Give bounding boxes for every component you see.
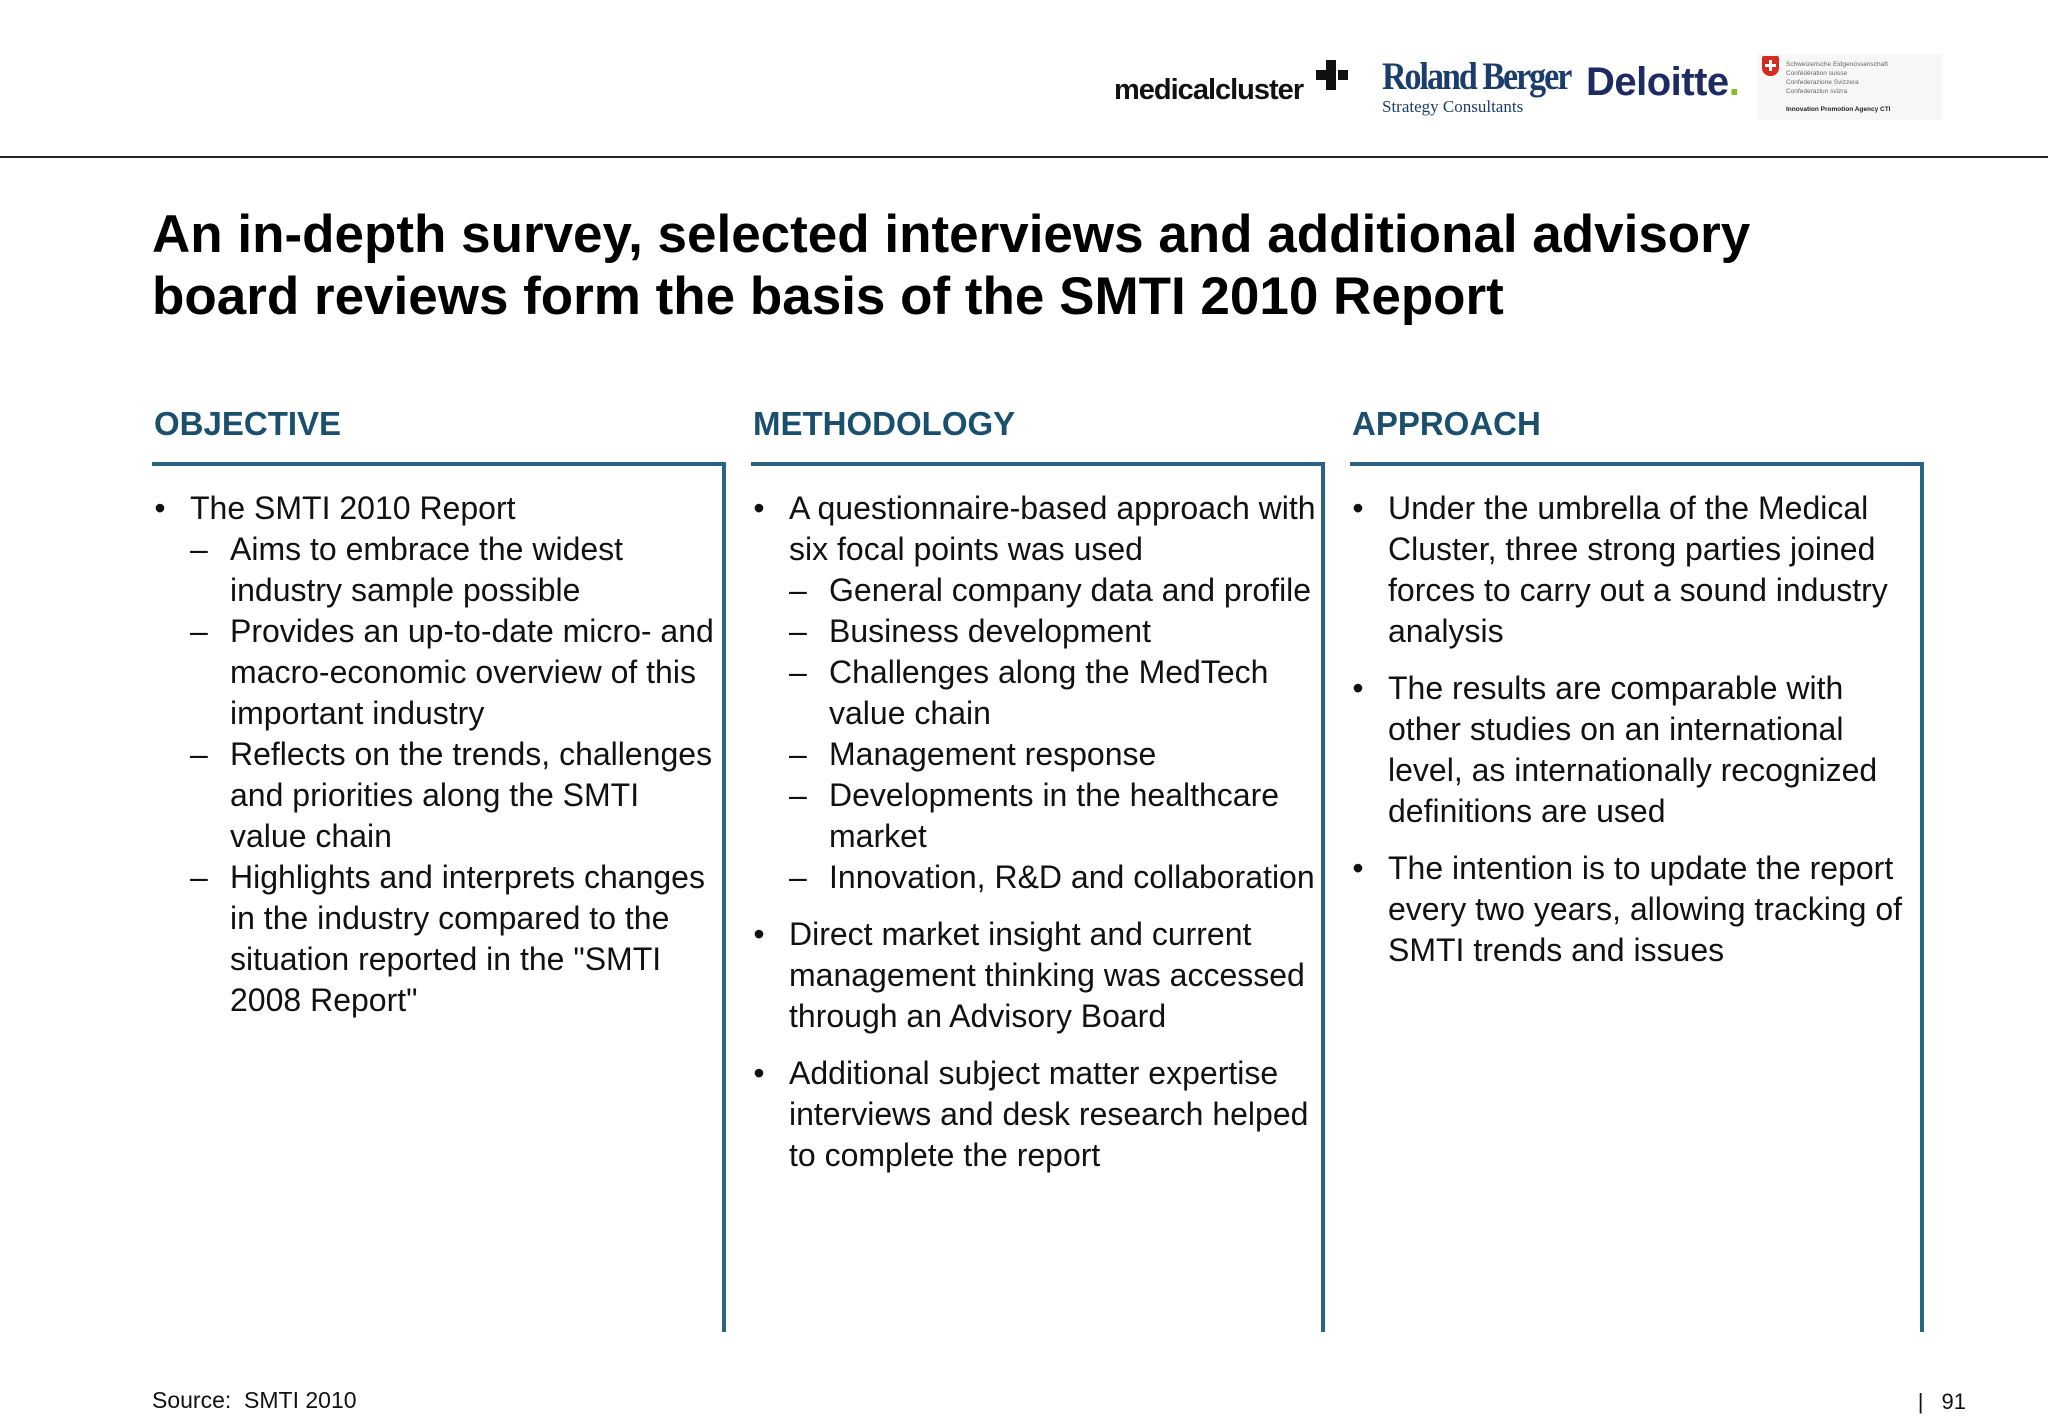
objective-heading: OBJECTIVE (154, 405, 342, 442)
sub-bullet-item (789, 734, 1321, 775)
bullet-text: Additional subject matter expertise interviews and desk research helped to complete the report (789, 1055, 1309, 1173)
bullet-icon: • (1352, 850, 1364, 886)
medical-cluster-logo: medicalcluster (1114, 74, 1304, 106)
bullet-icon: • (154, 490, 166, 526)
partner-logos (1110, 52, 1942, 124)
sub-bullet-text: Aims to embrace the widest industry sample possible (230, 531, 624, 608)
medical-cluster-mark-icon (1316, 58, 1354, 96)
approach-heading: APPROACH (1352, 405, 1541, 442)
sub-bullet-text: Challenges along the MedTech value chain (829, 654, 1269, 731)
sub-bullet-text: Highlights and interprets changes in the industry compared to the situation reported in the "SMTI 2008 Report" (230, 859, 705, 1018)
bullet-text: The results are comparable with other studies on an international level, as internationally recognized definitions are used (1388, 670, 1878, 829)
bullet-text: Direct market insight and current management thinking was accessed through an Advisory Board (789, 916, 1305, 1034)
dash-icon: – (190, 613, 208, 649)
sub-bullet-text: Business development (829, 613, 1151, 649)
bullet-icon: • (753, 490, 765, 526)
header-rule (0, 156, 2048, 158)
page-title: An in-depth survey, selected interviews and additional advisory board reviews form the basis of the SMTI 2010 Report (152, 205, 1751, 326)
dash-icon: – (789, 654, 807, 690)
cti-logo: Schweizerische Eidgenossenschaft Confédération suisse Confederazione Svizzera Confederaziun svizra Innovation Promotion Agency CTI (1758, 54, 1942, 120)
sub-bullet-text: Provides an up-to-date micro- and macro-economic overview of this important industry (230, 613, 714, 731)
bullet-icon: • (1352, 670, 1364, 706)
bullet-item (751, 1053, 1321, 1176)
methodology-heading: METHODOLOGY (753, 405, 1016, 442)
sub-bullet-item (190, 857, 722, 1021)
sub-bullet-item (190, 734, 722, 857)
bullet-item (1350, 848, 1920, 971)
bullet-item (1350, 668, 1920, 832)
sub-bullet-item (190, 611, 722, 734)
sub-bullet-item (789, 775, 1321, 857)
sub-bullet-text: Management response (829, 736, 1157, 772)
objective-column (152, 398, 726, 1332)
methodology-column (751, 398, 1325, 1332)
dash-icon: – (789, 736, 807, 772)
cti-name-line: Schweizerische Eidgenossenschaft (1786, 61, 1888, 68)
bullet-text: The intention is to update the report every two years, allowing tracking of SMTI trends and issues (1388, 850, 1902, 968)
deloitte-logo: Deloitte. (1586, 60, 1740, 104)
bullet-item (152, 488, 722, 1021)
sub-bullet-item (789, 857, 1321, 898)
sub-bullet-text: General company data and profile (829, 572, 1312, 608)
dash-icon: – (190, 531, 208, 567)
cti-name-line: Confédération suisse (1786, 70, 1848, 77)
dash-icon: – (789, 859, 807, 895)
bullet-text: Under the umbrella of the Medical Cluster, three strong parties joined forces to carry out a sound industry analysis (1388, 490, 1888, 649)
dash-icon: – (190, 736, 208, 772)
dash-icon: – (789, 613, 807, 649)
roland-berger-logo: Roland Berger Strategy Consultants (1382, 55, 1571, 116)
bullet-icon: • (1352, 490, 1364, 526)
approach-column (1350, 398, 1924, 1332)
bullet-text: The SMTI 2010 Report (190, 490, 516, 526)
dash-icon: – (789, 777, 807, 813)
cti-name-line: Confederazione Svizzera (1786, 79, 1859, 86)
bullet-text: A questionnaire-based approach with six focal points was used (789, 490, 1316, 567)
sub-bullet-item (789, 570, 1321, 611)
sub-bullet-text: Innovation, R&D and collaboration (829, 859, 1315, 895)
bullet-item (751, 914, 1321, 1037)
source-note: Source: SMTI 2010 (152, 1387, 357, 1413)
swiss-flag-icon (1762, 56, 1779, 76)
sub-bullet-item (789, 652, 1321, 734)
dash-icon: – (190, 859, 208, 895)
sub-bullet-item (190, 529, 722, 611)
bullet-icon: • (753, 1055, 765, 1091)
bullet-item (751, 488, 1321, 898)
sub-bullet-text: Reflects on the trends, challenges and priorities along the SMTI value chain (230, 736, 713, 854)
cti-name-line: Confederaziun svizra (1786, 88, 1848, 95)
dash-icon: – (789, 572, 807, 608)
sub-bullet-item (789, 611, 1321, 652)
cti-name-lines (1786, 60, 1888, 96)
methodology-box (751, 462, 1325, 1332)
page-number: | 91 (1917, 1389, 1966, 1414)
approach-box (1350, 462, 1924, 1332)
sub-bullet-text: Developments in the healthcare market (829, 777, 1280, 854)
bullet-icon: • (753, 916, 765, 952)
objective-box (152, 462, 726, 1332)
bullet-item (1350, 488, 1920, 652)
